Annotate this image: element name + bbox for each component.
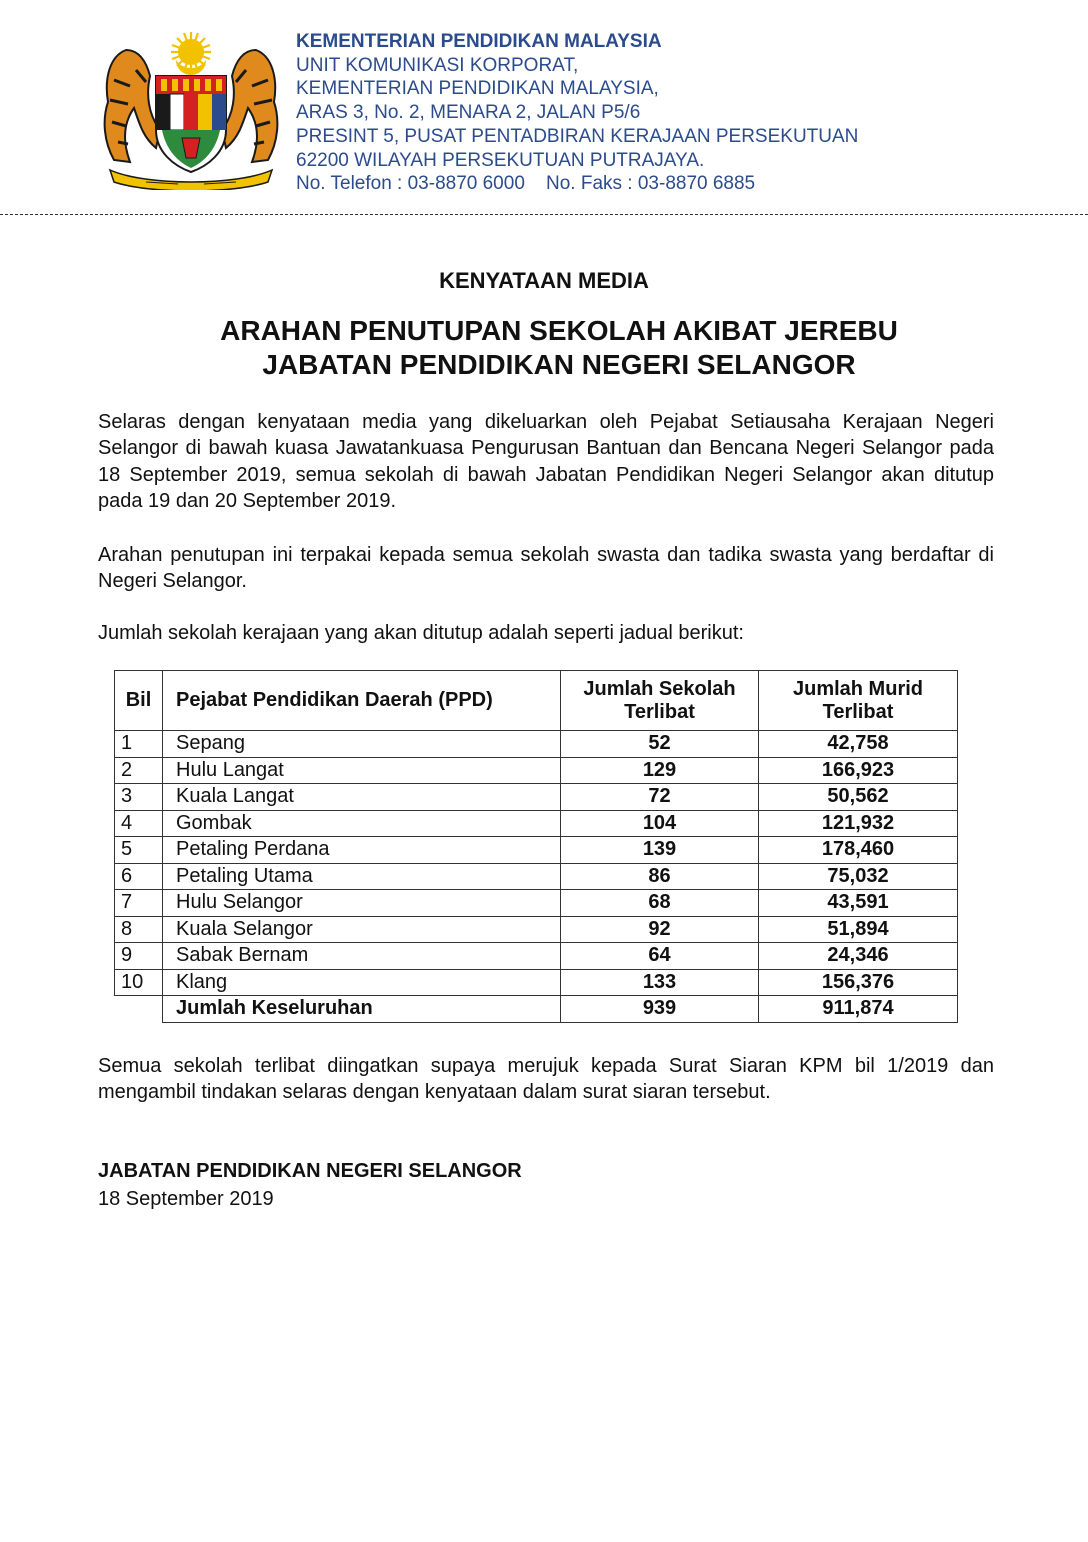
header-schools-line-2: Terlibat: [624, 700, 695, 723]
header-schools: [561, 671, 759, 731]
letterhead-address-3: 62200 WILAYAH PERSEKUTUAN PUTRAJAYA.: [296, 149, 705, 171]
cell-bil: 1: [115, 731, 163, 758]
cell-ppd: Petaling Utama: [163, 863, 561, 890]
header-schools-line-1: Jumlah Sekolah: [583, 677, 736, 700]
letterhead-address-1: ARAS 3, No. 2, MENARA 2, JALAN P5/6: [296, 102, 641, 124]
document-kicker: KENYATAAN MEDIA: [439, 268, 649, 293]
cell-schools: 86: [561, 863, 759, 890]
total-schools: 939: [561, 996, 759, 1023]
letterhead: [296, 30, 858, 196]
cell-bil: 10: [115, 969, 163, 996]
table-row: [115, 757, 958, 784]
cell-students: 51,894: [759, 916, 958, 943]
cell-schools: 52: [561, 731, 759, 758]
cell-ppd: Klang: [163, 969, 561, 996]
table-row: [115, 969, 958, 996]
tiger-right: [222, 50, 277, 162]
cell-bil: 5: [115, 837, 163, 864]
cell-bil: 2: [115, 757, 163, 784]
cell-bil: 8: [115, 916, 163, 943]
cell-students: 24,346: [759, 943, 958, 970]
total-students: 911,874: [759, 996, 958, 1023]
cell-schools: 72: [561, 784, 759, 811]
letterhead-org: KEMENTERIAN PENDIDIKAN MALAYSIA: [296, 31, 662, 52]
cell-bil: 9: [115, 943, 163, 970]
table-row: [115, 890, 958, 917]
cell-students: 156,376: [759, 969, 958, 996]
cell-students: 121,932: [759, 810, 958, 837]
cell-bil: 6: [115, 863, 163, 890]
header-students: [759, 671, 958, 731]
header-bil: Bil: [115, 671, 163, 731]
cell-bil: 3: [115, 784, 163, 811]
body-paragraph-4: Semua sekolah terlibat diingatkan supaya merujuk kepada Surat Siaran KPM bil 1/2019 dan mengambil tindakan selaras dengan kenyataan dalam surat siaran tersebut.: [98, 1055, 994, 1104]
header-divider: [0, 214, 1088, 215]
table-row: [115, 863, 958, 890]
crest-shield: [156, 76, 226, 172]
crest-star: [171, 32, 211, 75]
cell-ppd: Hulu Selangor: [163, 890, 561, 917]
letterhead-address-2: PRESINT 5, PUSAT PENTADBIRAN KERAJAAN PERSEKUTUAN: [296, 125, 859, 147]
cell-schools: 104: [561, 810, 759, 837]
cell-ppd: Sepang: [163, 731, 561, 758]
body-paragraph-2: Arahan penutupan ini terpakai kepada semua sekolah swasta dan tadika swasta yang berdaftar di Negeri Selangor.: [98, 544, 994, 593]
tiger-left: [105, 50, 160, 162]
table-row: [115, 731, 958, 758]
malaysia-coat-of-arms-icon: [96, 30, 286, 190]
cell-students: 75,032: [759, 863, 958, 890]
cell-ppd: Kuala Selangor: [163, 916, 561, 943]
table-row: [115, 837, 958, 864]
cell-students: 50,562: [759, 784, 958, 811]
cell-schools: 133: [561, 969, 759, 996]
signoff-org: JABATAN PENDIDIKAN NEGERI SELANGOR: [98, 1160, 522, 1182]
signoff: [98, 1157, 522, 1213]
total-label: Jumlah Keseluruhan: [163, 996, 561, 1023]
cell-students: 166,923: [759, 757, 958, 784]
body-paragraph-1: Selaras dengan kenyataan media yang dikeluarkan oleh Pejabat Setiausaha Kerajaan Negeri Selangor di bawah kuasa Jawatankuasa Pengurusan Bantuan dan Bencana Negeri Selangor pada 18 September 2019, semua sekolah di bawah Jabatan Pendidikan Negeri Selangor akan ditutup pada 19 dan 20 September 2019.: [98, 411, 994, 513]
cell-ppd: Petaling Perdana: [163, 837, 561, 864]
headline-line-2: JABATAN PENDIDIKAN NEGERI SELANGOR: [262, 349, 856, 380]
letterhead-ministry: KEMENTERIAN PENDIDIKAN MALAYSIA,: [296, 78, 659, 100]
letterhead-contact: No. Telefon : 03-8870 6000 No. Faks : 03-8870 6885: [296, 173, 756, 195]
cell-blank: [115, 996, 163, 1023]
table-row: [115, 916, 958, 943]
table-total-row: [115, 996, 958, 1023]
cell-students: 43,591: [759, 890, 958, 917]
signoff-date: 18 September 2019: [98, 1188, 274, 1210]
cell-ppd: Hulu Langat: [163, 757, 561, 784]
body-paragraph-3: Jumlah sekolah kerajaan yang akan ditutup adalah seperti jadual berikut:: [98, 622, 744, 644]
cell-bil: 4: [115, 810, 163, 837]
table-row: [115, 784, 958, 811]
school-closure-table: [114, 670, 958, 1023]
letterhead-unit: UNIT KOMUNIKASI KORPORAT,: [296, 54, 579, 76]
cell-students: 42,758: [759, 731, 958, 758]
document-headline: [120, 314, 998, 382]
header-ppd: Pejabat Pendidikan Daerah (PPD): [163, 671, 561, 731]
cell-schools: 139: [561, 837, 759, 864]
header-students-line-2: Terlibat: [822, 700, 894, 723]
cell-schools: 92: [561, 916, 759, 943]
cell-schools: 68: [561, 890, 759, 917]
table-header-row: [115, 671, 958, 731]
cell-bil: 7: [115, 890, 163, 917]
cell-ppd: Sabak Bernam: [163, 943, 561, 970]
cell-schools: 129: [561, 757, 759, 784]
table-row: [115, 943, 958, 970]
cell-schools: 64: [561, 943, 759, 970]
cell-students: 178,460: [759, 837, 958, 864]
cell-ppd: Gombak: [163, 810, 561, 837]
headline-line-1: ARAHAN PENUTUPAN SEKOLAH AKIBAT JEREBU: [220, 315, 898, 346]
table-row: [115, 810, 958, 837]
header-students-line-1: Jumlah Murid: [792, 677, 923, 700]
cell-ppd: Kuala Langat: [163, 784, 561, 811]
